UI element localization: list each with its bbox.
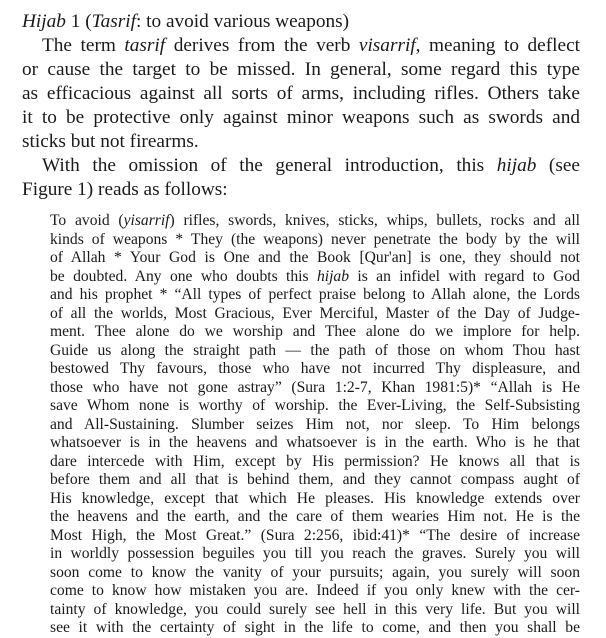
text-run: His knowledge, except that which He pleases. His knowledge extends over xyxy=(50,489,580,507)
text-run: of Allah * Your God is One and the Book [Qur'an] is one, they should not xyxy=(50,249,580,266)
text-run: With the omission of the general introduction, this xyxy=(42,155,497,176)
text-run: is an infidel with regard to God xyxy=(349,267,580,285)
text-run: (see xyxy=(536,155,580,176)
text-line xyxy=(22,82,580,106)
heading-title-rest: 1 ( xyxy=(65,11,92,32)
text-line xyxy=(50,416,580,435)
text-run: ment. Thee alone do we worship and Thee alone do we implore for help. xyxy=(50,323,580,340)
text-run: of all the worlds, Most Gracious, Ever Merciful, Master of the Day of Judge- xyxy=(50,304,580,322)
text-line xyxy=(50,379,580,398)
text-line xyxy=(50,527,580,546)
text-run: come to know how mistaken you are. Indeed if you only knew with the cer- xyxy=(50,582,580,599)
text-run: as efficacious against all sorts of arms, including rifles. Others take xyxy=(22,83,580,104)
text-line xyxy=(50,212,580,231)
heading-title-italic: Hijab xyxy=(22,11,66,32)
text-run: be doubted. Any one who doubts this xyxy=(50,267,317,285)
text-run: kinds of weapons * They (the weapons) never penetrate the body by the will xyxy=(50,230,580,248)
text-run: ) rifles, swords, knives, sticks, whips, bullets, rocks and all xyxy=(169,212,580,229)
italic-term: hijab xyxy=(496,155,537,176)
text-run: it to be protective only against minor weapons such as swords and xyxy=(22,107,580,128)
text-run: Guide us along the straight path — the path of those on whom Thou hast xyxy=(50,341,580,359)
text-run: or cause the target to be missed. In general, some regard this type xyxy=(22,59,580,80)
text-run: in worldly possession beguiles you till you reach the graves. Surely you will xyxy=(50,545,580,562)
text-line xyxy=(50,490,580,509)
text-run: dare intercede with Him, except by His permission? He knows all that is xyxy=(50,452,580,470)
text-run: whatsoever is in the heavens and whatsoever is in the earth. Who is he that xyxy=(50,434,580,451)
text-line xyxy=(50,582,580,601)
text-line xyxy=(50,397,580,416)
text-line xyxy=(50,305,580,324)
text-run: before them and all that is behind them, and they cannot compass aught of xyxy=(50,471,580,488)
text-line xyxy=(50,286,580,305)
text-run: bestowed Thy favours, those who have not incurred Thy displeasure, and xyxy=(50,360,580,377)
italic-term: visarrif xyxy=(358,35,416,56)
section-heading xyxy=(22,10,580,34)
italic-term: yisarrif xyxy=(123,212,170,229)
text-run: the heavens and the earth, and the care of them wearies Him not. He is the xyxy=(50,508,580,525)
text-line xyxy=(50,471,580,490)
text-line xyxy=(50,453,580,472)
text-run: see it with the certainty of sight in the life to come, and then you shall be xyxy=(50,619,580,636)
heading-subtitle-italic: Tasrif xyxy=(91,11,136,32)
text-line xyxy=(50,268,580,287)
text-run: derives from the verb xyxy=(165,35,359,56)
text-line xyxy=(22,178,580,202)
text-run: Figure 1) reads as follows: xyxy=(22,179,228,200)
text-line xyxy=(50,564,580,583)
heading-subtitle-rest: : to avoid various weapons) xyxy=(135,11,350,32)
italic-term: hijab xyxy=(316,267,350,285)
text-line xyxy=(50,434,580,453)
text-line xyxy=(22,130,580,154)
text-run: soon come to know the vanity of your pursuits; again, you surely will soon xyxy=(50,563,580,581)
text-line xyxy=(50,249,580,268)
text-line xyxy=(50,545,580,564)
text-line xyxy=(50,342,580,361)
text-line xyxy=(50,231,580,250)
text-run: tainty of knowledge, you could surely see hell in this very life. But you will xyxy=(50,600,580,618)
text-run: To avoid ( xyxy=(50,212,124,229)
text-line xyxy=(22,106,580,130)
text-run: those who have not gone astray” (Sura 1:2-7, Khan 1981:5)* “Allah is He xyxy=(50,378,580,396)
text-line xyxy=(50,508,580,527)
text-run: save Whom none is worthy of worship. the Ever-Living, the Self-Subsisting xyxy=(50,397,580,414)
text-run: and his prophet * “All types of perfect praise belong to Allah alone, the Lords xyxy=(50,286,580,303)
text-line xyxy=(42,34,580,58)
text-run: Most High, the Most Great.” (Sura 2:256, ibid:41)* “The desire of increase xyxy=(50,526,580,544)
text-run: , meaning to deflect xyxy=(415,35,580,56)
text-line xyxy=(50,601,580,620)
text-line xyxy=(22,58,580,82)
text-run: and All-Sustaining. Slumber seizes Him not, nor sleep. To Him belongs xyxy=(50,415,580,433)
text-line xyxy=(50,360,580,379)
italic-term: tasrif xyxy=(124,35,166,56)
text-line xyxy=(50,323,580,342)
text-run: The term xyxy=(42,35,125,56)
text-line xyxy=(42,154,580,178)
text-run: sticks but not firearms. xyxy=(22,131,199,152)
